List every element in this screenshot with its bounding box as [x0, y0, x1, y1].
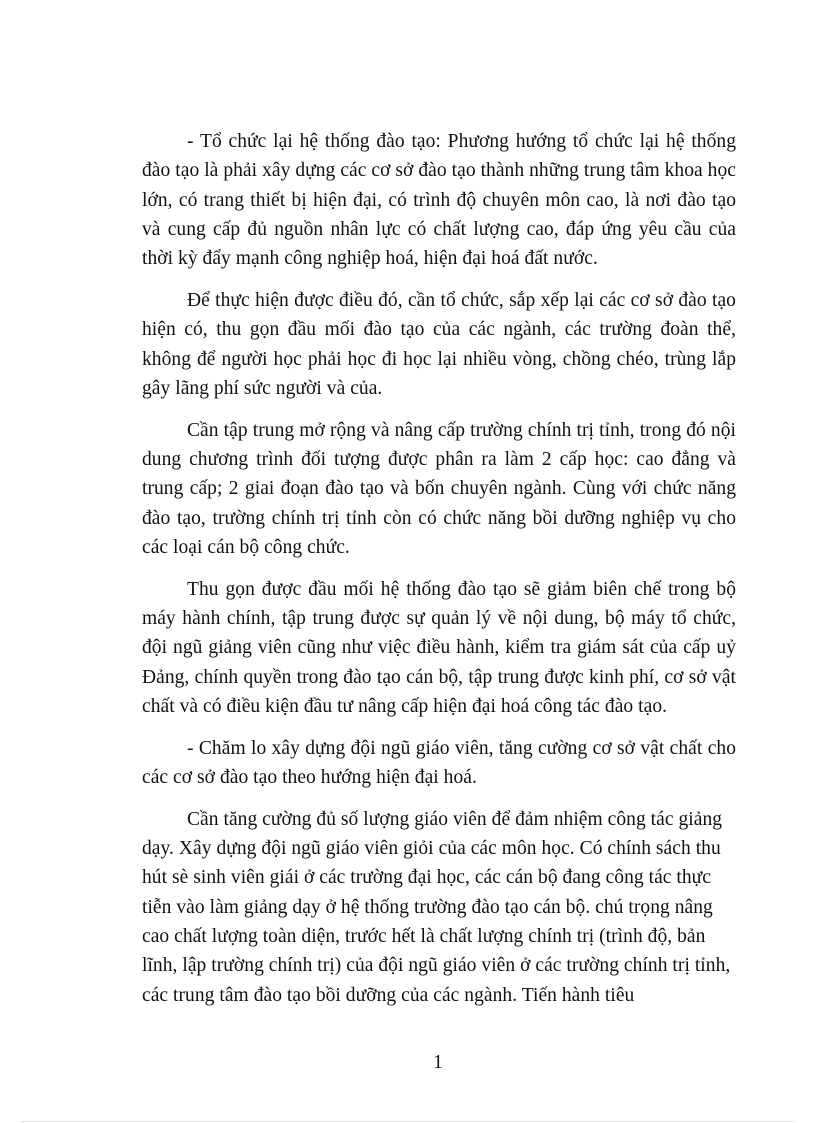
paragraph-provincial-political-school: Cần tập trung mở rộng và nâng cấp trường chính trị tỉnh, trong đó nội dung chương trình đối tượng được phân ra làm 2 cấp học: cao đẳng và trung cấp; 2 giai đoạn đào tạo và bốn chuyên ngành. Cùng với chức năng đào tạo, trường chính trị tỉnh còn có chức năng bồi dưỡng nghiệp vụ cho các loại cán bộ công chức. [142, 419, 736, 558]
page-number: 1 [433, 1052, 443, 1073]
paragraph-teacher-recruitment: Cần tăng cường đủ số lượng giáo viên để đảm nhiệm công tác giảng dạy. Xây dựng đội ngũ giáo viên giỏi của các môn học. Có chính sách thu hút sè sinh viên giái ở các trường đại học, các cán bộ đang công tác thực tiễn vào làm giảng dạy ở hệ thống trường đào tạo cán bộ. chú trọng nâng cao chất lượng toàn diện, trước hết là chất lượng chính trị (trình độ, bản lĩnh, lập trường chính trị) của đội ngũ giáo viên ở các trường chính trị tỉnh, các trung tâm đào tạo bồi dưỡng của các ngành. Tiến hành tiêu [142, 808, 731, 1006]
paragraph-teaching-staff-facilities: - Chăm lo xây dựng đội ngũ giáo viên, tăng cường cơ sở vật chất cho các cơ sở đào tạo theo hướng hiện đại hoá. [142, 737, 736, 788]
paragraph-consolidate-institutions: Để thực hiện được điều đó, cần tổ chức, sắp xếp lại các cơ sở đào tạo hiện có, thu gọn đầu mối đào tạo của các ngành, các trường đoàn thể, không để người học phải học đi học lại nhiều vòng, chồng chéo, trùng lắp gây lãng phí sức người và của. [142, 289, 736, 399]
page-bottom-divider [22, 1121, 794, 1122]
paragraph-streamline-benefits: Thu gọn được đầu mối hệ thống đào tạo sẽ giảm biên chế trong bộ máy hành chính, tập trung được sự quản lý về nội dung, bộ máy tổ chức, đội ngũ giảng viên cũng như việc điều hành, kiểm tra giám sát của cấp uỷ Đảng, chính quyền trong đào tạo cán bộ, tập trung được kinh phí, cơ sở vật chất và có điều kiện đầu tư nâng cấp hiện đại hoá công tác đào tạo. [142, 578, 736, 717]
paragraph-reorganize-training-system: - Tổ chức lại hệ thống đào tạo: Phương hướng tổ chức lại hệ thống đào tạo là phải xây dựng các cơ sở đào tạo thành những trung tâm khoa học lớn, có trang thiết bị hiện đại, có trình độ chuyên môn cao, là nơi đào tạo và cung cấp đủ nguồn nhân lực có chất lượng cao, đáp ứng yêu cầu của thời kỳ đẩy mạnh công nghiệp hoá, hiện đại hoá đất nước. [142, 131, 736, 270]
body-text [142, 127, 736, 1010]
